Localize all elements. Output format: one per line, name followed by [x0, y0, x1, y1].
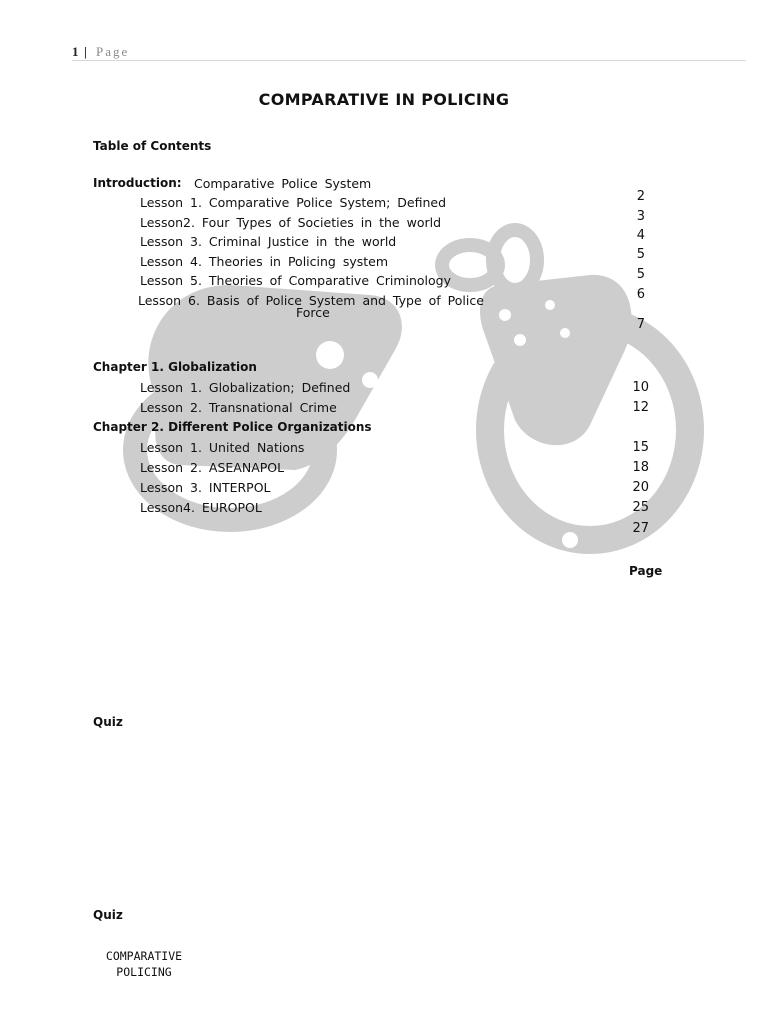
page-label: Page [96, 44, 130, 59]
toc-entry-continuation: Force [296, 305, 330, 320]
toc-entry: Lesson 2. Transnational Crime [140, 400, 337, 415]
toc-page-number: 12 [632, 400, 649, 415]
page-number: 1 [72, 44, 79, 59]
introduction-label: Introduction: [93, 176, 182, 190]
toc-page-number: 7 [636, 317, 645, 332]
toc-entry: Lesson 1. Globalization; Defined [140, 380, 351, 395]
toc-entry: Lesson 6. Basis of Police System and Type of Police [138, 293, 484, 308]
footer-logo [100, 948, 188, 980]
toc-entry: Lesson 3. INTERPOL [140, 480, 271, 495]
toc-page-number: 3 [636, 209, 645, 224]
header-separator: | [84, 44, 87, 59]
toc-entry: Lesson 3. Criminal Justice in the world [140, 234, 397, 249]
toc-page-number: 18 [632, 460, 649, 475]
toc-entry: Lesson 1. United Nations [140, 440, 305, 455]
toc-page-number: 10 [632, 380, 649, 395]
toc-entry: Lesson 5. Theories of Comparative Criminology [140, 273, 452, 288]
toc-page-number: 5 [636, 247, 645, 262]
toc-page-number: 6 [636, 287, 645, 302]
toc-entry: Lesson 4. Theories in Policing system [140, 254, 389, 269]
footer-logo-line1: COMPARATIVE [105, 949, 183, 963]
header-rule [72, 60, 746, 61]
toc-entry: Lesson 1. Comparative Police System; Defined [140, 195, 447, 210]
chapter-heading: Chapter 2. Different Police Organizations [93, 420, 372, 434]
page-column-label: Page [629, 564, 663, 578]
toc-entry: Lesson 2. ASEANAPOL [140, 460, 285, 475]
introduction-text: Comparative Police System [194, 176, 372, 191]
toc-entry: Lesson4. EUROPOL [140, 500, 262, 515]
toc-page-number: 27 [632, 521, 649, 536]
toc-page-number: 5 [636, 267, 645, 282]
quiz-heading: Quiz [93, 715, 123, 729]
quiz-heading: Quiz [93, 908, 123, 922]
toc-heading: Table of Contents [93, 139, 212, 153]
chapter-heading: Chapter 1. Globalization [93, 360, 257, 374]
page-title: COMPARATIVE IN POLICING [258, 90, 510, 109]
toc-entry: Lesson2. Four Types of Societies in the world [140, 215, 442, 230]
toc-page-number: 25 [632, 500, 649, 515]
toc-page-number: 4 [636, 228, 645, 243]
toc-page-number: 15 [632, 440, 649, 455]
toc-page-number: 2 [636, 189, 645, 204]
toc-page-number: 20 [632, 480, 649, 495]
footer-logo-line2: POLICING [116, 965, 172, 979]
